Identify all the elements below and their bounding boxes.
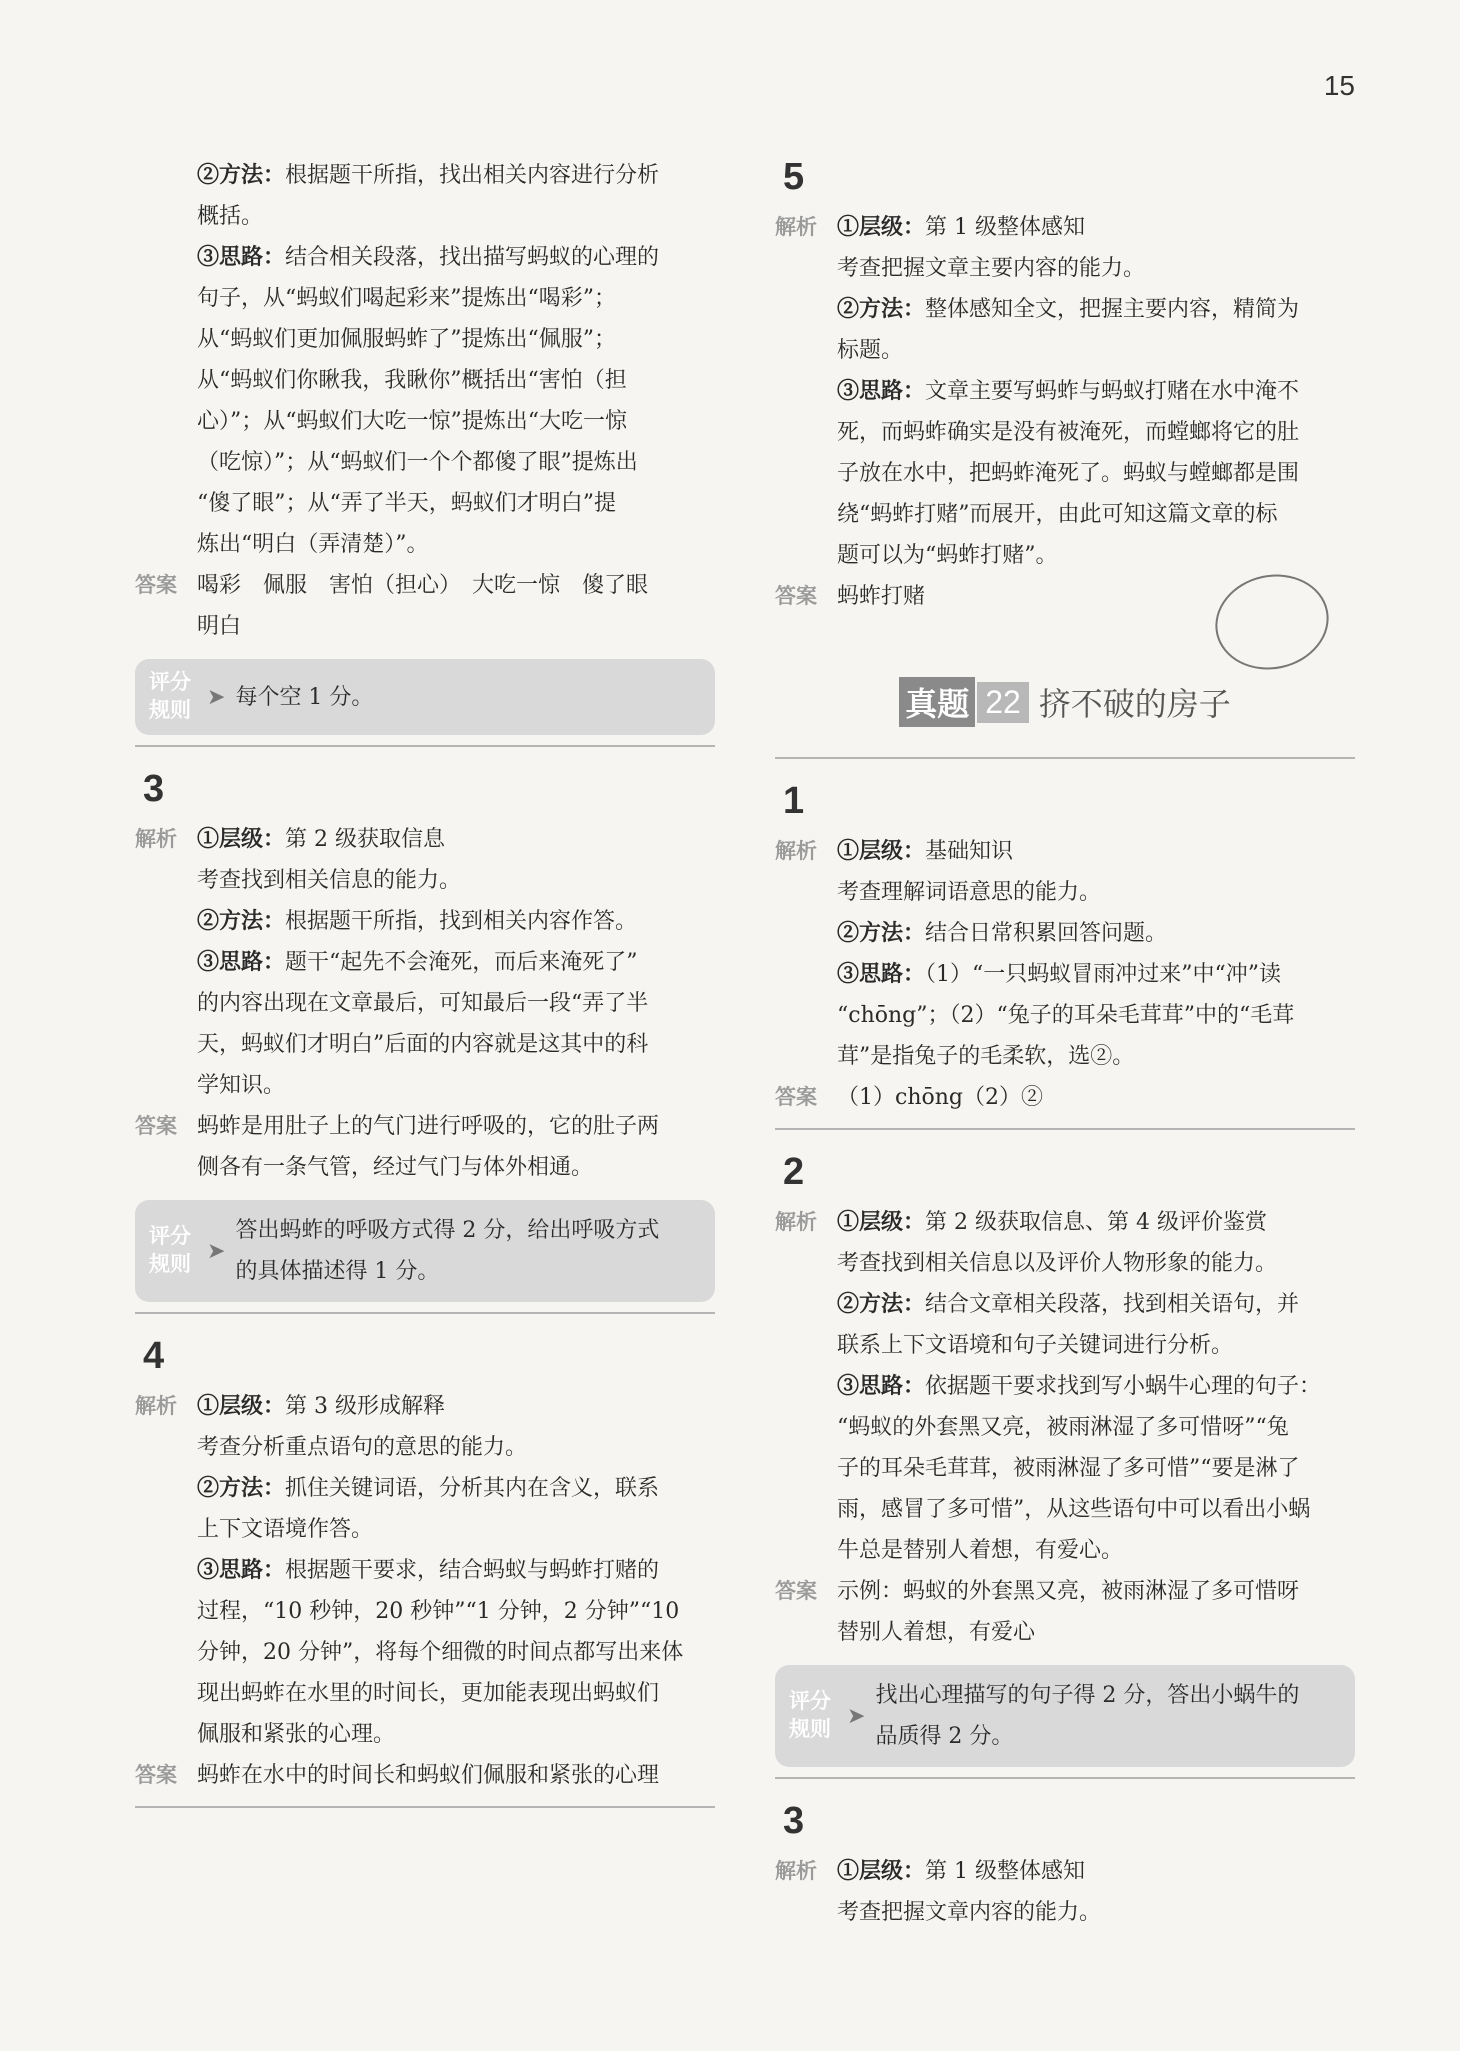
method-line: 联系上下文语境和句子关键词进行分析。 (837, 1333, 1234, 1358)
think-line: 现出蚂蚱在水里的时间长，更加能表现出蚂蚁们 (197, 1681, 660, 1706)
answer-label: 答案 (135, 1115, 177, 1138)
think-line: 句子，从“蚂蚁们喝起彩来”提炼出“喝彩”； (197, 286, 616, 311)
text: 整体感知全文，把握主要内容，精简为 (925, 297, 1300, 322)
score-rule-box (135, 1200, 715, 1302)
section-name: 挤不破的房子 (1038, 686, 1231, 722)
text: 结合文章相关段落，找到相关语句，并 (925, 1292, 1300, 1317)
method-line (135, 1468, 715, 1509)
score-rule-label: 评分 规则 (789, 1690, 831, 1741)
text: 结合日常积累回答问题。 (925, 921, 1168, 946)
think-line: 题可以为“蚂蚱打赌”。 (837, 543, 1058, 568)
answer-line (775, 1077, 1355, 1118)
text: 根据题干所指，找到相关内容作答。 (285, 909, 638, 934)
analysis-label: 解析 (135, 1395, 177, 1418)
think-line (775, 1366, 1355, 1407)
think-line: 牛总是替别人着想，有爱心。 (837, 1538, 1124, 1563)
method-title: ②方法： (197, 162, 286, 188)
section-number: 22 (977, 682, 1029, 723)
level-line (775, 207, 1355, 248)
answer-line (135, 565, 715, 606)
score-rule-label: 评分 规则 (149, 1225, 191, 1276)
think-title: ③思路： (197, 244, 286, 270)
think-line: 学知识。 (197, 1073, 286, 1098)
question-number: 1 (783, 780, 805, 822)
text: 抓住关键词语，分析其内在含义，联系 (285, 1476, 660, 1501)
analysis-label: 解析 (775, 216, 817, 239)
think-line: 佩服和紧张的心理。 (197, 1722, 396, 1747)
level-line (135, 819, 715, 860)
score-rule-text: 找出心理描写的句子得 2 分，答出小蜗牛的 品质得 2 分。 (875, 1683, 1300, 1749)
answer-label: 答案 (775, 1086, 817, 1109)
page-number: 15 (1323, 70, 1355, 101)
method-title: ②方法： (837, 1291, 926, 1317)
answer-label: 答案 (135, 1764, 177, 1787)
analysis-label: 解析 (775, 1211, 817, 1234)
question-number: 4 (143, 1335, 165, 1377)
method-line (135, 155, 715, 196)
think-line: 从“蚂蚁们更加佩服蚂蚱了”提炼出“佩服”； (197, 327, 616, 352)
think-line (775, 954, 1355, 995)
method-title: ②方法： (197, 1475, 286, 1501)
right-column (775, 155, 1355, 1933)
analysis-label: 解析 (775, 840, 817, 863)
question-number: 2 (783, 1151, 805, 1193)
think-title: ③思路： (197, 1557, 286, 1583)
score-rule-label: 评分 规则 (149, 671, 191, 722)
level-title: ①层级： (837, 838, 926, 864)
think-line: 天，蚂蚁们才明白”后面的内容就是这其中的科 (197, 1032, 649, 1057)
answer-text: 蚂蚱是用肚子上的气门进行呼吸的，它的肚子两 (197, 1114, 660, 1139)
answer-label: 答案 (775, 1580, 817, 1603)
method-title: ②方法： (837, 920, 926, 946)
level-line (775, 1851, 1355, 1892)
answer-line: 替别人着想，有爱心 (837, 1620, 1036, 1645)
think-line: 雨，感冒了多可惜”，从这些语句中可以看出小蜗 (837, 1497, 1311, 1522)
divider (135, 1806, 715, 1808)
ability-line: 考查找到相关信息以及评价人物形象的能力。 (837, 1251, 1278, 1276)
think-line: “蚂蚁的外套黑又亮，被雨淋湿了多可惜呀”“兔 (837, 1415, 1289, 1440)
method-title: ②方法： (197, 908, 286, 934)
ability-line: 考查把握文章主要内容的能力。 (837, 256, 1146, 281)
score-rule-box (135, 659, 715, 735)
think-line: 绕“蚂蚱打赌”而展开，由此可知这篇文章的标 (837, 502, 1278, 527)
think-line: 子放在水中，把蚂蚱淹死了。蚂蚁与螳螂都是围 (837, 461, 1300, 486)
level-text: 第 1 级整体感知 (925, 1859, 1085, 1884)
answer-text: 喝彩 佩服 害怕（担心） 大吃一惊 傻了眼 (197, 573, 649, 598)
answer-line (775, 1571, 1355, 1612)
arrow-icon: ➤ (207, 1238, 226, 1264)
ability-line: 考查理解词语意思的能力。 (837, 880, 1102, 905)
think-line: 子的耳朵毛茸茸，被雨淋湿了多可惜”“要是淋了 (837, 1456, 1300, 1481)
method-title: ②方法： (837, 296, 926, 322)
question-number: 3 (143, 768, 165, 810)
method-line (775, 913, 1355, 954)
arrow-icon: ➤ (207, 684, 226, 710)
level-line (775, 831, 1355, 872)
text: （1）“一只蚂蚁冒雨冲过来”中“冲”读 (925, 962, 1282, 987)
think-line: 死，而蚂蚱确实是没有被淹死，而螳螂将它的肚 (837, 420, 1300, 445)
divider (775, 1128, 1355, 1130)
think-line: “chōng”；（2）“兔子的耳朵毛茸茸”中的“毛茸 (837, 1003, 1295, 1028)
text: 根据题干要求，结合蚂蚁与蚂蚱打赌的 (285, 1558, 660, 1583)
think-line: 炼出“明白（弄清楚）”。 (197, 532, 429, 557)
analysis-label: 解析 (135, 828, 177, 851)
level-line (135, 1386, 715, 1427)
think-line: 过程，“10 秒钟，20 秒钟”“1 分钟，2 分钟”“10 (197, 1599, 680, 1624)
answer-text: （1）chōng（2）② (837, 1085, 1043, 1110)
method-line (775, 289, 1355, 330)
think-line: 心）”；从“蚂蚁们大吃一惊”提炼出“大吃一惊 (197, 409, 627, 434)
divider (775, 757, 1355, 759)
answer-text: 蚂蚱在水中的时间长和蚂蚁们佩服和紧张的心理 (197, 1763, 660, 1788)
level-text: 第 2 级获取信息 (285, 827, 445, 852)
think-line: 茸”是指兔子的毛柔软，选②。 (837, 1044, 1135, 1069)
question-number: 3 (783, 1800, 805, 1842)
method-line: 上下文语境作答。 (197, 1517, 374, 1542)
level-title: ①层级： (837, 1209, 926, 1235)
divider (775, 1777, 1355, 1779)
think-title: ③思路： (837, 1373, 926, 1399)
answer-text: 蚂蚱打赌 (837, 584, 926, 609)
divider (135, 745, 715, 747)
text: 根据题干所指，找出相关内容进行分析 (285, 163, 660, 188)
arrow-icon: ➤ (847, 1703, 866, 1729)
level-text: 基础知识 (925, 839, 1014, 864)
answer-label: 答案 (135, 574, 177, 597)
think-line (775, 371, 1355, 412)
think-title: ③思路： (197, 949, 286, 975)
left-column (135, 155, 715, 1808)
text: 题干“起先不会淹死，而后来淹死了” (285, 950, 638, 975)
analysis-label: 解析 (775, 1860, 817, 1883)
text: 结合相关段落，找出描写蚂蚁的心理的 (285, 245, 660, 270)
score-rule-text: 每个空 1 分。 (235, 684, 374, 710)
think-title: ③思路： (837, 961, 926, 987)
level-title: ①层级： (197, 826, 286, 852)
level-title: ①层级： (837, 214, 926, 240)
answer-text: 示例：蚂蚁的外套黑又亮，被雨淋湿了多可惜呀 (837, 1579, 1300, 1604)
level-title: ①层级： (837, 1858, 926, 1884)
think-line: 从“蚂蚁们你瞅我，我瞅你”概括出“害怕（担 (197, 368, 627, 393)
think-line (135, 1550, 715, 1591)
think-line: 分钟，20 分钟”，将每个细微的时间点都写出来体 (197, 1640, 684, 1665)
think-line: “傻了眼”；从“弄了半天，蚂蚁们才明白”提 (197, 491, 616, 516)
level-text: 第 2 级获取信息、第 4 级评价鉴赏 (925, 1210, 1267, 1235)
method-line: 概括。 (197, 204, 264, 229)
text: 依据题干要求找到写小蜗牛心理的句子： (925, 1374, 1322, 1399)
answer-line (135, 1755, 715, 1796)
method-line (135, 901, 715, 942)
answer-line: 侧各有一条气管，经过气门与体外相通。 (197, 1155, 594, 1180)
think-line (135, 942, 715, 983)
section-prefix: 真题 (899, 677, 975, 727)
ability-line: 考查分析重点语句的意思的能力。 (197, 1435, 528, 1460)
method-line (775, 1284, 1355, 1325)
score-rule-text: 答出蚂蚱的呼吸方式得 2 分，给出呼吸方式 的具体描述得 1 分。 (235, 1218, 660, 1284)
think-line (135, 237, 715, 278)
level-line (775, 1202, 1355, 1243)
ability-line: 考查找到相关信息的能力。 (197, 868, 462, 893)
think-line: （吃惊）”；从“蚂蚁们一个个都傻了眼”提炼出 (197, 450, 638, 475)
answer-line: 明白 (197, 614, 242, 639)
method-line: 标题。 (837, 338, 904, 363)
level-text: 第 1 级整体感知 (925, 215, 1085, 240)
think-title: ③思路： (837, 378, 926, 404)
text: 文章主要写蚂蚱与蚂蚁打赌在水中淹不 (925, 379, 1300, 404)
question-number: 5 (783, 156, 805, 198)
level-text: 第 3 级形成解释 (285, 1394, 445, 1419)
think-line: 的内容出现在文章最后，可知最后一段“弄了半 (197, 991, 649, 1016)
ability-line: 考查把握文章内容的能力。 (837, 1900, 1102, 1925)
answer-label: 答案 (775, 585, 817, 608)
section-title (775, 677, 1355, 727)
level-title: ①层级： (197, 1393, 286, 1419)
divider (135, 1312, 715, 1314)
answer-line (135, 1106, 715, 1147)
score-rule-box (775, 1665, 1355, 1767)
